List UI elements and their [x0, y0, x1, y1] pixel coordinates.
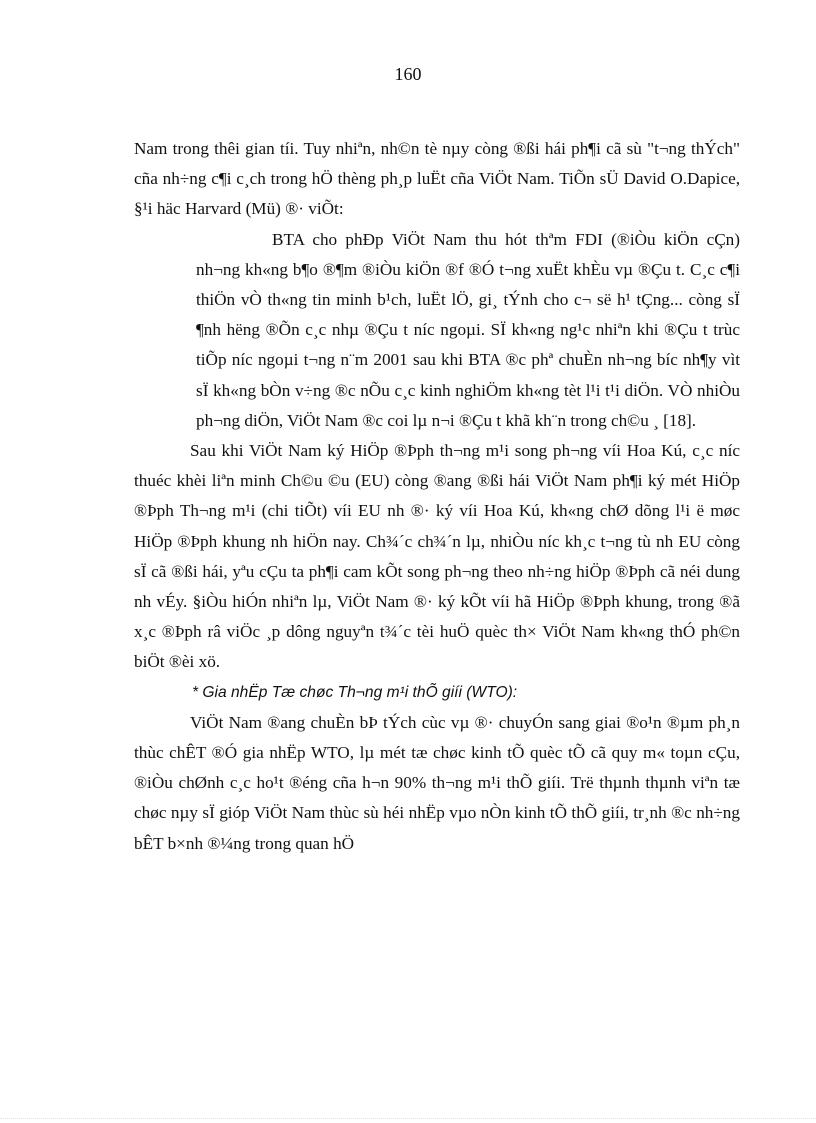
paragraph-continuation: Nam trong thêi gian tíi. Tuy nhiªn, nh©n tè nµy còng ®ßi hái ph¶i cã sù "t¬ng thÝch" cña nh÷ng c¶i c¸ch trong hÖ thèng ph¸p luËt cña ViÖt Nam. TiÕn sÜ David O.Dapice, §¹i häc Harvard (Mü) ®· viÕt: — [134, 139, 740, 219]
body-text — [134, 134, 740, 859]
paragraph-wto: ViÖt Nam ®ang chuÈn bÞ tÝch cùc vµ ®· chuyÓn sang giai ®o¹n ®µm ph¸n thùc chÊT ®Ó gia nhËp WTO, lµ mét tæ chøc kinh tÕ quèc tÕ cã quy m« toµn cÇu, ®iÒu chØnh c¸c ho¹t ®éng cña h¬n 90% th¬ng m¹i thÕ giíi. Trë thµnh thµnh viªn tæ chøc nµy sÏ gióp ViÖt Nam thùc sù héi nhËp vµo nÒn kinh tÕ thÕ giíi, tr¸nh ®c nh÷ng bÊT b×nh ®¼ng trong quan hÖ — [134, 712, 740, 853]
page-number: 160 — [394, 64, 422, 84]
section-heading-wto: * Gia nhËp Tæ chøc Th¬ng m¹i thÕ giíi (WTO): — [192, 683, 518, 701]
page-bottom-border — [0, 1118, 816, 1119]
block-quote: BTA cho phÐp ViÖt Nam thu hót thªm FDI (®iÒu kiÖn cÇn) nh¬ng kh«ng b¶o ®¶m ®iÒu kiÖn ®f ®Ó t¬ng xuËt khÈu vµ ®Çu t. C¸c c¶i thiÖn vÒ th«ng tin minh b¹ch, luËt lÖ, gi¸ tÝnh cho c¬ së h¹ tÇng... còng sÏ ¶nh hëng ®Õn c¸c nhµ ®Çu t níc ngoµi. SÏ kh«ng ng¹c nhiªn khi ®Çu t trùc tiÕp níc ngoµi t¬ng n¨m 2001 sau khi BTA ®c phª chuÈn nh¬ng bíc nh¶y vìt sÏ kh«ng bÒn v÷ng ®c nÕu c¸c kinh nghiÖm kh«ng tèt l¹i t¹i diÖn. VÒ nhiÒu ph¬ng diÖn, ViÖt Nam ®c coi lµ n¬i ®Çu t khã kh¨n trong ch©u ¸ [18]. — [196, 229, 740, 430]
paragraph-eu-agreement: Sau khi ViÖt Nam ký HiÖp ®Þph th¬ng m¹i song ph¬ng víi Hoa Kú, c¸c níc thuéc khèi liªn minh Ch©u ©u (EU) còng ®ang ®ßi hái ViÖt Nam ph¶i ký mét HiÖp ®Þph Th¬ng m¹i (chi tiÕt) víi EU nh ®· ký víi Hoa Kú, kh«ng chØ dõng l¹i ë møc HiÖp ®Þph khung nh hiÖn nay. Ch¾´c ch¾´n lµ, nhiÒu níc kh¸c t¬ng tù nh EU còng sÏ cã ®ßi hái, yªu cÇu ta ph¶i cam kÕt song ph¬ng theo nh÷ng hiÖp ®Þph cã néi dung nh vÉy. §iÒu hiÓn nhiªn lµ, ViÖt Nam ®· ký kÕt víi hã HiÖp ®Þph khung, trong ®ã x¸c ®Þph râ viÖc ¸p dông nguyªn t¾´c tèi huÖ quèc th× ViÖt Nam kh«ng thÓ ph©n biÖt ®èi xö. — [134, 441, 740, 672]
